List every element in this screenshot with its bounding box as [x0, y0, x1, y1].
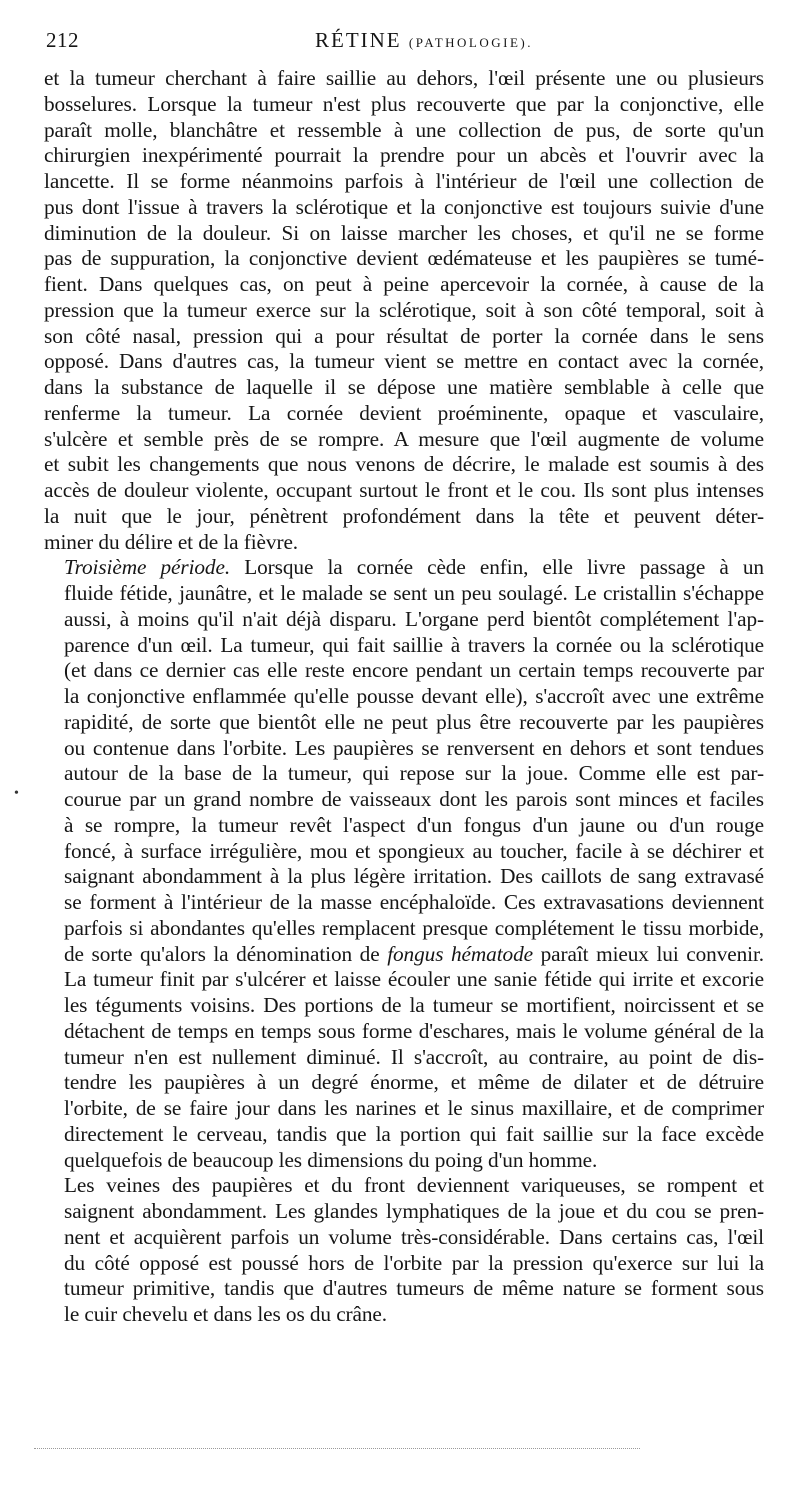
- paragraph-line: pus dont l'issue à travers la sclérotique et la conjonctive est toujours suivie d'une: [44, 194, 764, 219]
- paragraph-line: parence d'un œil. La tumeur, qui fait saillie à travers la cornée ou la sclérotique: [64, 632, 764, 657]
- body-text: [44, 66, 764, 1328]
- footer-rule: [34, 1448, 640, 1449]
- paragraph-1: [44, 66, 764, 555]
- paragraph-line: (et dans ce dernier cas elle reste encore pendant un certain temps recouverte par: [64, 658, 764, 683]
- paragraph-line: à se rompre, la tumeur revêt l'aspect d'un fongus d'un jaune ou d'un rouge: [64, 812, 764, 837]
- paragraph-line: lancette. Il se forme néanmoins parfois à l'intérieur de l'œil une collection de: [44, 169, 764, 193]
- paragraph-line: son côté nasal, pression qui a pour résultat de porter la cornée dans le sens: [44, 323, 764, 348]
- paragraph-line: saignant abondamment à la plus légère irritation. Des caillots de sang extravasé: [64, 864, 764, 889]
- paragraph-line: l'orbite, de se faire jour dans les narines et le sinus maxillaire, et de comprimer: [64, 1096, 764, 1120]
- paragraph-line: rapidité, de sorte que bientôt elle ne peut plus être recouverte par les paupières: [64, 709, 764, 734]
- paragraph-line: quelquefois de beaucoup les dimensions du poing d'un homme.: [64, 1147, 598, 1172]
- page-number: 212: [46, 28, 79, 52]
- paragraph-line: nent et acquièrent parfois un volume très-considérable. Dans certains cas, l'œil: [64, 1224, 764, 1249]
- running-head: [46, 28, 762, 53]
- paragraph-line: le cuir chevelu et dans les os du crâne.: [64, 1302, 388, 1326]
- paragraph-line: courue par un grand nombre de vaisseaux dont les parois sont minces et faciles: [64, 787, 764, 811]
- margin-mark: •: [14, 786, 19, 801]
- paragraph-line: directement le cerveau, tandis que la portion qui fait saillie sur la face excède: [64, 1121, 764, 1146]
- paragraph-line: fient. Dans quelques cas, on peut à peine apercevoir la cornée, à cause de la: [44, 272, 764, 296]
- paragraph-line: chirurgien inexpérimenté pourrait la prendre pour un abcès et l'ouvrir avec la: [44, 143, 764, 168]
- paragraph-line: Les veines des paupières et du front deviennent variqueuses, se rompent et: [64, 1173, 764, 1198]
- paragraph-line: tendre les paupières à un degré énorme, et même de dilater et de détruire: [64, 1070, 764, 1095]
- paragraph-line-text: Lorsque la cornée cède enfin, elle livre passage à un: [230, 555, 764, 580]
- paragraph-line: pression que la tumeur exerce sur la sclérotique, soit à son côté temporal, soit à: [44, 297, 764, 322]
- paragraph-line: tumeur n'en est nullement diminué. Il s'accroît, au contraire, au point de dis-: [64, 1044, 764, 1069]
- paragraph-line: les téguments voisins. Des portions de la tumeur se mortifient, noircissent et se: [64, 993, 764, 1017]
- page-header: [46, 28, 762, 58]
- paragraph-line: dans la substance de laquelle il se dépose une matière semblable à celle que: [44, 375, 764, 399]
- paragraph-line: [44, 555, 764, 581]
- paragraph-line: renferme la tumeur. La cornée devient proéminente, opaque et vasculaire,: [44, 400, 764, 425]
- paragraph-line: saignent abondamment. Les glandes lymphatiques de la joue et du cou se pren-: [64, 1199, 764, 1223]
- section-title: Troisième période.: [64, 555, 231, 580]
- paragraph-line: tumeur primitive, tandis que d'autres tumeurs de même nature se forment sous: [64, 1276, 764, 1301]
- paragraph-line: foncé, à surface irrégulière, mou et spongieux au toucher, facile à se déchirer et: [64, 838, 764, 863]
- paragraph-line: du côté opposé est poussé hors de l'orbite par la pression qu'exerce sur lui la: [64, 1250, 764, 1275]
- term-fongus-hematode: fongus hématode: [387, 941, 533, 966]
- paragraph-line: se forment à l'intérieur de la masse encéphaloïde. Ces extravasations deviennent: [64, 890, 764, 914]
- paragraph-line: paraît molle, blanchâtre et ressemble à une collection de pus, de sorte qu'un: [44, 117, 764, 142]
- paragraph-line: ou contenue dans l'orbite. Les paupières se renversent en dehors et sont tendues: [64, 735, 764, 760]
- paragraph-line: fluide fétide, jaunâtre, et le malade se sent un peu soulagé. Le cristallin s'échappe: [64, 581, 764, 605]
- paragraph-line: et subit les changements que nous venons de décrire, le malade est soumis à des: [44, 452, 764, 477]
- paragraph-line: miner du délire et de la fièvre.: [44, 529, 299, 554]
- running-head-subtitle: (PATHOLOGIE).: [408, 35, 533, 50]
- paragraph-line: détachent de temps en temps sous forme d'eschares, mais le volume général de la: [64, 1018, 764, 1043]
- paragraph-line: La tumeur finit par s'ulcérer et laisse écouler une sanie fétide qui irrite et excorie: [64, 967, 764, 992]
- paragraph-line: opposé. Dans d'autres cas, la tumeur vient se mettre en contact avec la cornée,: [44, 349, 764, 374]
- paragraph-line: parfois si abondantes qu'elles remplacent presque complétement le tissu morbide,: [64, 915, 764, 940]
- paragraph-line: autour de la base de la tumeur, qui repose sur la joue. Comme elle est par-: [64, 761, 764, 786]
- running-head-title: RÉTINE: [314, 28, 402, 52]
- paragraph-2: [44, 555, 764, 1173]
- paragraph-line: la conjonctive enflammée qu'elle pousse devant elle), s'accroît avec une extrême: [64, 684, 764, 708]
- paragraph-line: bosselures. Lorsque la tumeur n'est plus recouverte que par la conjonctive, elle: [44, 91, 764, 116]
- paragraph-line: [44, 942, 764, 968]
- paragraph-line: diminution de la douleur. Si on laisse marcher les choses, et qu'il ne se forme: [44, 220, 764, 245]
- paragraph-line-text: de sorte qu'alors la dénomination de: [64, 941, 388, 966]
- paragraph-line: pas de suppuration, la conjonctive devient œdémateuse et les paupières se tumé-: [44, 246, 764, 271]
- paragraph-line: aussi, à moins qu'il n'ait déjà disparu. L'organe perd bientôt complétement l'ap-: [64, 606, 764, 631]
- paragraph-line: et la tumeur cherchant à faire saillie au dehors, l'œil présente une ou plusieurs: [44, 66, 764, 90]
- paragraph-line: s'ulcère et semble près de se rompre. A mesure que l'œil augmente de volume: [44, 426, 764, 451]
- paragraph-line: la nuit que le jour, pénètrent profondément dans la tête et peuvent déter-: [44, 503, 764, 528]
- paragraph-3: [44, 1173, 764, 1328]
- paragraph-line-text: paraît mieux lui convenir.: [533, 941, 764, 966]
- paragraph-line: accès de douleur violente, occupant surtout le front et le cou. Ils sont plus intenses: [44, 478, 764, 502]
